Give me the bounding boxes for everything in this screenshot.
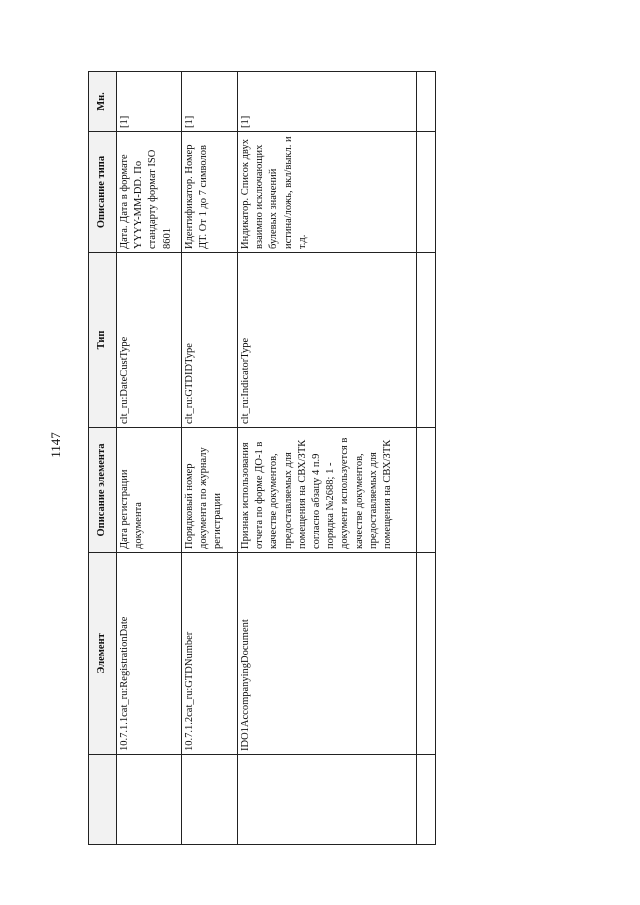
empty-cell: [417, 132, 436, 253]
type-description: Идентификатор. Номер ДТ. От 1 до 7 символов: [182, 132, 238, 253]
type-description: Дата. Дата в формате YYYY-MM-DD. По стандарту формат ISO 8601: [117, 132, 182, 253]
multiplicity: [1]: [117, 72, 182, 132]
specification-table: [88, 71, 436, 845]
header-element: Элемент: [89, 553, 117, 755]
header-type-description: Описание типа: [89, 132, 117, 253]
table-header-row: [89, 72, 117, 845]
type-name: clt_ru:IndicatorType: [238, 253, 417, 428]
table-row: [117, 72, 182, 845]
header-multiplicity: Мн.: [89, 72, 117, 132]
type-name: clt_ru:DateCustType: [117, 253, 182, 428]
element-description: Порядковый номер документа по журналу регистрации: [182, 428, 238, 553]
header-num: [89, 755, 117, 845]
rotated-table-container: [88, 72, 433, 845]
row-number: [182, 755, 238, 845]
table-row: [182, 72, 238, 845]
element-description: Дата регистрации документа: [117, 428, 182, 553]
table-row-empty: [417, 72, 436, 845]
type-description: Индикатор. Список двух взаимно исключающих булевых значений истина/ложь, вкл/выкл. и т.д.: [238, 132, 417, 253]
element-name: 10.7.1.2cat_ru:GTDNumber: [182, 553, 238, 755]
element-name: IDO1AccompanyingDocument: [238, 553, 417, 755]
empty-cell: [417, 553, 436, 755]
multiplicity: [1]: [182, 72, 238, 132]
multiplicity: [1]: [238, 72, 417, 132]
empty-cell: [417, 253, 436, 428]
empty-cell: [417, 72, 436, 132]
element-name: 10.7.1.1cat_ru:RegistrationDate: [117, 553, 182, 755]
header-element-description: Описание элемента: [89, 428, 117, 553]
empty-cell: [417, 755, 436, 845]
type-name: clt_ru:GTDIDType: [182, 253, 238, 428]
document-table-area: [88, 72, 433, 845]
element-description: Признак использования отчета по форме ДО-1 в качестве документов, предоставляемых для помещения на СВХ/ЗТК согласно абзацу 4 п.9 порядка №2688; 1 - документ используется в качестве документов, предоставляемых для помещения на СВХ/ЗТК: [238, 428, 417, 553]
row-number: [238, 755, 417, 845]
header-type: Тип: [89, 253, 117, 428]
page-number-text: 1147: [48, 432, 63, 458]
table-row: [238, 72, 417, 845]
row-number: [117, 755, 182, 845]
empty-cell: [417, 428, 436, 553]
